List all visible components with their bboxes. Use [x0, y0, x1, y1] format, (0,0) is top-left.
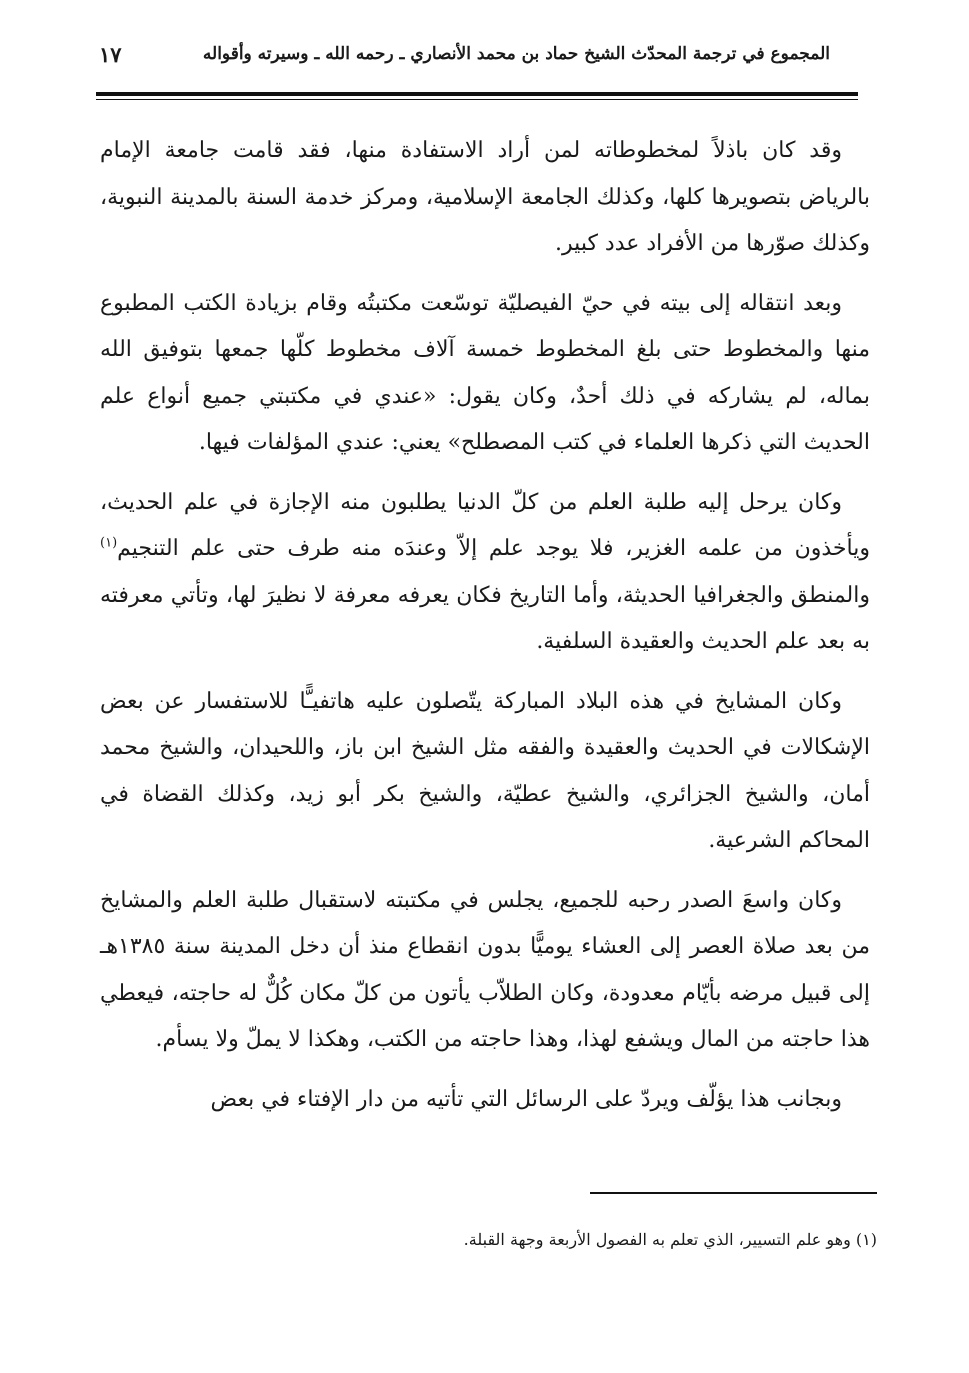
paragraph-5: وكان واسعَ الصدر رحبه للجميع، يجلس في مكتبته لاستقبال طلبة العلم والمشايخ من بعد صلاة العصر إلى العشاء يوميًّا بدون انقطاع منذ أن دخل المدينة سنة ١٣٨٥هـ إلى قبيل مرضه بأيّام معدودة، وكان الطلاّب يأتون من كلّ مكان كُلٌّ له حاجته، فيعطي هذا حاجته من المال ويشفع لهذا، وهذا حاجته من الكتب، وهكذا لا يملّ ولا يسأم.: [100, 887, 870, 1052]
paragraph-2: وبعد انتقاله إلى بيته في حيّ الفيصليّة توسّعت مكتبتُه وقام بزيادة الكتب المطبوع منها والمخطوط حتى بلغ المخطوط خمسة آلاف مخطوط كلّها جمعها بتوفيق الله بماله، لم يشاركه في ذلك أحدٌ، وكان يقول: «عندي في مكتبتي جميع أنواع علم الحديث التي ذكرها العلماء في كتب المصطلح» يعني: عندي المؤلفات فيها.: [100, 290, 870, 455]
running-header: [95, 38, 860, 78]
body-text: [100, 128, 870, 1136]
header-rule-thick: [96, 92, 858, 96]
footnote-reference[interactable]: (١): [100, 535, 118, 551]
paragraph-3-text-start: وكان يرحل إليه طلبة العلم من كلّ الدنيا يطلبون منه الإجازة في علم الحديث، ويأخذون من علمه الغزير، فلا يوجد علم إلاّ وعندَه منه طرف حتى علم التنجيم: [100, 489, 870, 561]
footnote-separator: [590, 1192, 877, 1194]
paragraph-6: وبجانب هذا يؤلّف ويردّ على الرسائل التي تأتيه من دار الإفتاء في بعض: [210, 1086, 842, 1112]
paragraph-3-text-end: والمنطق والجغرافيا الحديثة، وأما التاريخ فكان يعرفه معرفة لا نظيرَ لها، وتأتي معرفته به بعد علم الحديث والعقيدة السلفية.: [100, 582, 870, 654]
header-rule-thin: [96, 99, 858, 100]
paragraph-3: [100, 480, 870, 666]
footnote: (١) وهو علم التسيير، الذي تعلم به الفصول الأربعة وجهة القبلة.: [463, 1230, 877, 1249]
page-number: ١٧: [99, 42, 122, 67]
paragraph-4: وكان المشايخ في هذه البلاد المباركة يتّصلون عليه هاتفيـًّا للاستفسار عن بعض الإشكالات في الحديث والعقيدة والفقه مثل الشيخ ابن باز، واللحيدان، والشيخ محمد أمان، والشيخ الجزائري، والشيخ عطيّة، والشيخ بكر أبو زيد، وكذلك القضاة في المحاكم الشرعية.: [100, 688, 870, 853]
paragraph-1: وقد كان باذلاً لمخطوطاته لمن أراد الاستفادة منها، فقد قامت جامعة الإمام بالرياض بتصويرها كلها، وكذلك الجامعة الإسلامية، ومركز خدمة السنة بالمدينة النبوية، وكذلك صوّرها من الأفراد عدد كبير.: [100, 138, 870, 256]
header-title: المجموع في ترجمة المحدّث الشيخ حماد بن محمد الأنصاري ـ رحمه الله ـ وسيرته وأقواله: [202, 44, 830, 64]
